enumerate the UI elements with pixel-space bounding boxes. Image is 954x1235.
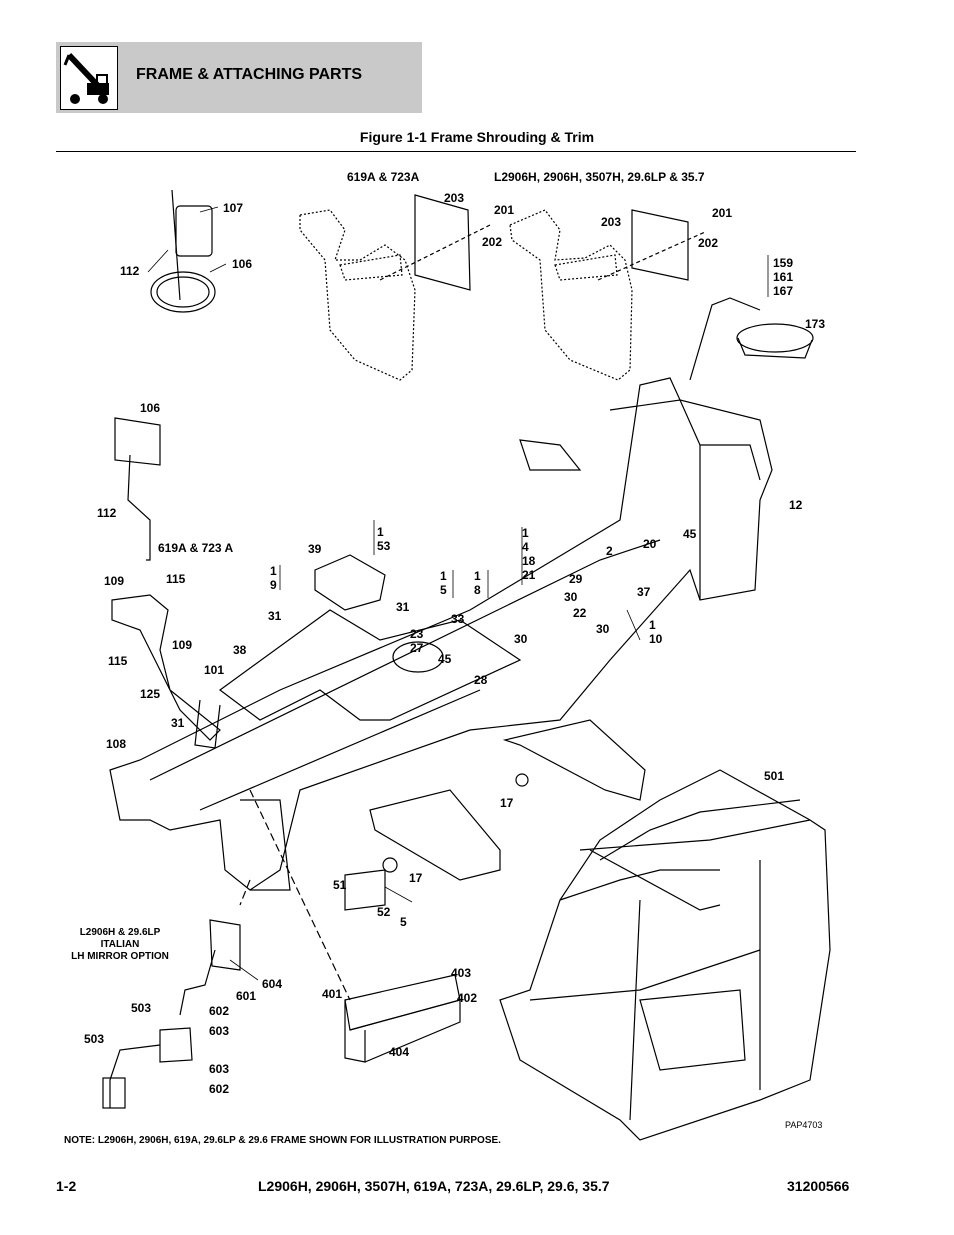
part-label: 12 <box>789 498 803 512</box>
italian-option-label: LH MIRROR OPTION <box>71 951 169 962</box>
part-label: 5 <box>400 915 407 929</box>
part-label: 9 <box>270 578 277 592</box>
part-label: 1 <box>270 564 277 578</box>
part-label: 112 <box>97 506 117 520</box>
part-label: 159 <box>773 256 794 270</box>
part-label: 108 <box>106 737 127 751</box>
part-label: 31 <box>268 609 282 623</box>
italian-option-label: L2906H & 29.6LP <box>79 927 161 938</box>
part-label: 603 <box>209 1024 230 1038</box>
part-label: 8 <box>474 583 481 597</box>
part-label: 4 <box>522 540 529 554</box>
drawing-id: PAP4703 <box>785 1120 823 1130</box>
part-label: 404 <box>389 1045 410 1059</box>
part-label: 1 <box>649 618 656 632</box>
part-label: 1 <box>522 526 529 540</box>
part-label: 202 <box>698 236 719 250</box>
part-label: 602 <box>209 1004 230 1018</box>
part-label: 115 <box>108 654 128 668</box>
part-label: 52 <box>377 905 391 919</box>
part-label: 602 <box>209 1082 230 1096</box>
part-label: 203 <box>444 191 465 205</box>
part-label: 30 <box>514 632 528 646</box>
section-title: FRAME & ATTACHING PARTS <box>136 66 363 83</box>
part-label: 167 <box>773 284 794 298</box>
part-label: 23 <box>410 627 424 641</box>
part-label: 27 <box>410 641 424 655</box>
illustration-note: NOTE: L2906H, 2906H, 619A, 29.6LP & 29.6 FRAME SHOWN FOR ILLUSTRATION PURPOSE. <box>64 1135 501 1146</box>
leader-lines <box>148 207 768 980</box>
part-label: 53 <box>377 539 391 553</box>
part-label: 403 <box>451 966 472 980</box>
part-label: 109 <box>104 574 125 588</box>
part-label: 45 <box>683 527 697 541</box>
part-label: 38 <box>233 643 247 657</box>
part-label: 503 <box>131 1001 152 1015</box>
part-label: 106 <box>232 257 253 271</box>
model-list: L2906H, 2906H, 3507H, 619A, 723A, 29.6LP, 29.6, 35.7 <box>258 1178 610 1194</box>
part-label: 45 <box>438 652 452 666</box>
part-label: 1 <box>440 569 447 583</box>
part-label: 31 <box>171 716 185 730</box>
part-label: 21 <box>522 568 536 582</box>
part-label: 28 <box>474 673 488 687</box>
part-label: 18 <box>522 554 536 568</box>
group-label-619a: 619A & 723A <box>347 170 420 184</box>
part-label: 31 <box>396 600 410 614</box>
part-label: 501 <box>764 769 785 783</box>
part-label: 1 <box>377 525 384 539</box>
figure-title: Figure 1-1 Frame Shrouding & Trim <box>359 129 595 145</box>
part-label: 202 <box>482 235 503 249</box>
part-label: 1 <box>474 569 481 583</box>
part-label: 20 <box>643 537 657 551</box>
part-label: 201 <box>712 206 733 220</box>
part-label: 503 <box>84 1032 105 1046</box>
part-label: 5 <box>440 583 447 597</box>
italian-option-label: ITALIAN <box>100 939 140 950</box>
part-label: 203 <box>601 215 622 229</box>
part-label: 125 <box>140 687 161 701</box>
part-label: 30 <box>564 590 578 604</box>
part-label: 29 <box>569 572 583 586</box>
part-label: 17 <box>500 796 514 810</box>
part-label: 106 <box>140 401 161 415</box>
part-label: 17 <box>409 871 423 885</box>
part-label: 173 <box>805 317 826 331</box>
part-label: 107 <box>223 201 244 215</box>
part-label: 2 <box>606 544 613 558</box>
part-label: 101 <box>204 663 225 677</box>
part-label: 619A & 723 A <box>158 541 234 555</box>
part-label: 37 <box>637 585 651 599</box>
part-label: 109 <box>172 638 193 652</box>
part-label: 30 <box>596 622 610 636</box>
part-label: 201 <box>494 203 515 217</box>
part-label: 22 <box>573 606 587 620</box>
part-label: 10 <box>649 632 663 646</box>
part-label: 601 <box>236 989 257 1003</box>
part-label: 603 <box>209 1062 230 1076</box>
part-label: 161 <box>773 270 794 284</box>
group-label-l2906h: L2906H, 2906H, 3507H, 29.6LP & 35.7 <box>494 170 705 184</box>
part-label: 402 <box>457 991 478 1005</box>
document-number: 31200566 <box>787 1178 850 1194</box>
page-number: 1-2 <box>56 1178 77 1194</box>
part-label: 112 <box>120 264 140 278</box>
part-label: 39 <box>308 542 322 556</box>
part-labels <box>71 170 825 1130</box>
part-label: 115 <box>166 572 186 586</box>
part-label: 604 <box>262 977 283 991</box>
part-label: 33 <box>451 612 465 626</box>
part-label: 51 <box>333 878 347 892</box>
part-label: 401 <box>322 987 343 1001</box>
